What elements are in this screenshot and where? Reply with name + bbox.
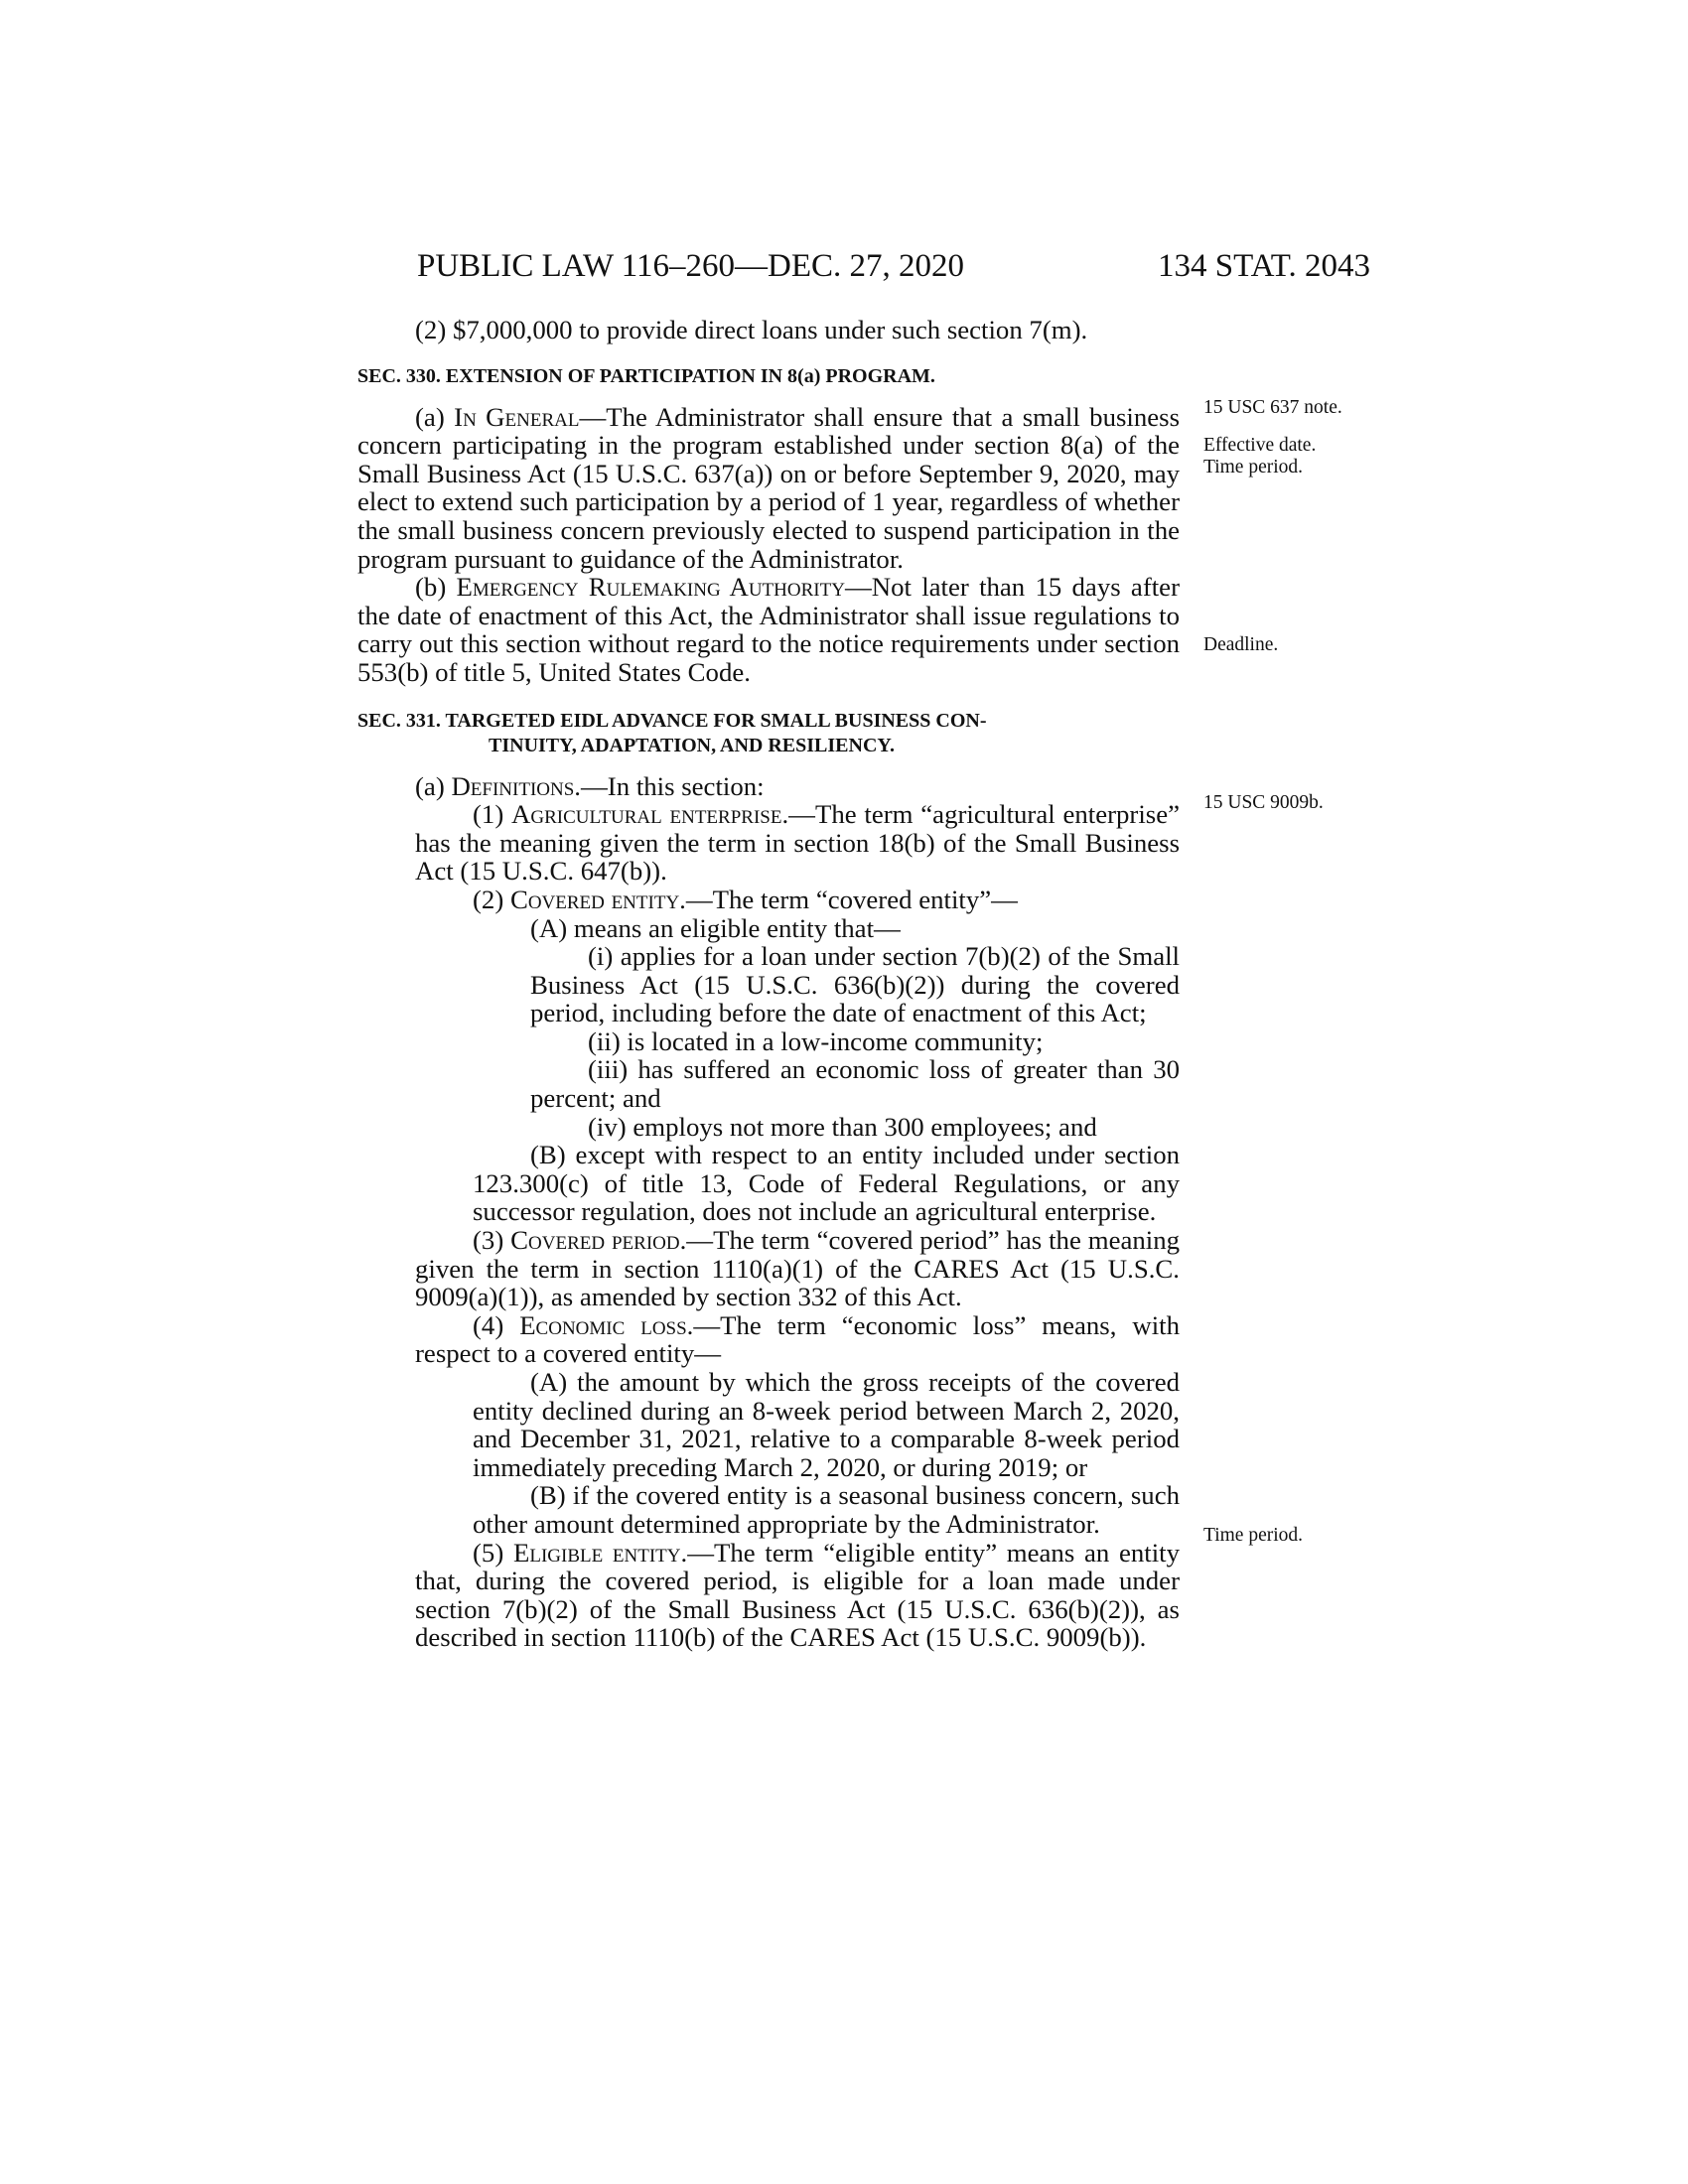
section-331-heading-line1: SEC. 331. TARGETED EIDL ADVANCE FOR SMALL BUSINESS CON- <box>357 709 987 732</box>
definition-1-agricultural-enterprise: (1) Agricultural enterprise.—The term “agricultural enterprise” has the meaning given the term in section 18(b) of the Small Business Act (15 U.S.C. 647(b)). <box>415 799 1181 887</box>
margin-note-usc-637: 15 USC 637 note. <box>1203 397 1342 418</box>
margin-note-time-period-2: Time period. <box>1203 1525 1304 1546</box>
definition-2-clause-A: (A) means an eligible entity that— <box>530 912 901 943</box>
margin-note-effective-date: Effective date. <box>1203 435 1317 456</box>
definition-2-clause-A-iv: (iv) employs not more than 300 employees; and <box>588 1111 1097 1142</box>
definition-3-covered-period: (3) Covered period.—The term “covered period” has the meaning given the term in section 1110(a)(1) of the CARES Act (15 U.S.C. 9009(a)(1)), as amended by section 332 of this Act. <box>415 1225 1180 1312</box>
definition-4-economic-loss: (4) Economic loss.—The term “economic loss” means, with respect to a covered entity— <box>415 1309 1180 1369</box>
definition-2-clause-A-iii: (iii) has suffered an economic loss of greater than 30 percent; and <box>530 1054 1180 1114</box>
running-head-page-ref: 134 STAT. 2043 <box>1157 248 1370 284</box>
document-body <box>357 316 1180 1652</box>
paragraph-continued: (2) $7,000,000 to provide direct loans under such section 7(m). <box>415 315 1088 344</box>
definition-2-covered-entity: (2) Covered entity.—The term “covered entity”— <box>473 884 1018 914</box>
section-331-heading-line2: TINUITY, ADAPTATION, AND RESILIENCY. <box>489 734 895 756</box>
definition-4-clause-A: (A) the amount by which the gross receipts of the covered entity declined during an 8-week period between March 2, 2020, and December 31, 2021, relative to a comparable 8-week period immediately preceding March 2, 2020, or during 2019; or <box>473 1367 1180 1482</box>
section-330-subsection-a: (a) In General—The Administrator shall ensure that a small business concern participating in the program established under section 8(a) of the Small Business Act (15 U.S.C. 637(a)) on or before September 9, 2020, may elect to extend such participation by a period of 1 year, regardless of whether the small business concern previously elected to suspend participation in the program pursuant to guidance of the Administrator. <box>357 401 1180 574</box>
section-330-subsection-b: (b) Emergency Rulemaking Authority—Not later than 15 days after the date of enactment of this Act, the Administrator shall issue regulations to carry out this section without regard to the notice requirements under section 553(b) of title 5, United States Code. <box>357 572 1180 687</box>
definition-2-clause-B: (B) except with respect to an entity included under section 123.300(c) of title 13, Code of Federal Regulations, or any successor regulation, does not include an agricultural enterprise. <box>473 1140 1180 1227</box>
margin-note-usc-9009b: 15 USC 9009b. <box>1203 792 1324 813</box>
definition-4-clause-B: (B) if the covered entity is a seasonal business concern, such other amount determined appropriate by the Administrator. <box>473 1480 1180 1539</box>
margin-note-time-period: Time period. <box>1203 457 1304 478</box>
running-head-title: PUBLIC LAW 116–260—DEC. 27, 2020 <box>417 248 965 284</box>
running-head <box>417 244 1370 288</box>
definition-2-clause-A-i: (i) applies for a loan under section 7(b)(2) of the Small Business Act (15 U.S.C. 636(b)(2)) during the covered period, including before the date of enactment of this Act; <box>530 941 1180 1028</box>
definition-5-eligible-entity: (5) Eligible entity.—The term “eligible entity” means an entity that, during the covered period, is eligible for a loan made under section 7(b)(2) of the Small Business Act (15 U.S.C. 636(b)(2)), as described in section 1110(b) of the CARES Act (15 U.S.C. 9009(b)). <box>415 1537 1180 1653</box>
definition-2-clause-A-ii: (ii) is located in a low-income community; <box>588 1025 1044 1056</box>
margin-note-deadline: Deadline. <box>1203 634 1279 655</box>
section-331-subsection-a: (a) Definitions.—In this section: <box>415 770 765 801</box>
section-330-heading: SEC. 330. EXTENSION OF PARTICIPATION IN 8(a) PROGRAM. <box>357 364 935 387</box>
